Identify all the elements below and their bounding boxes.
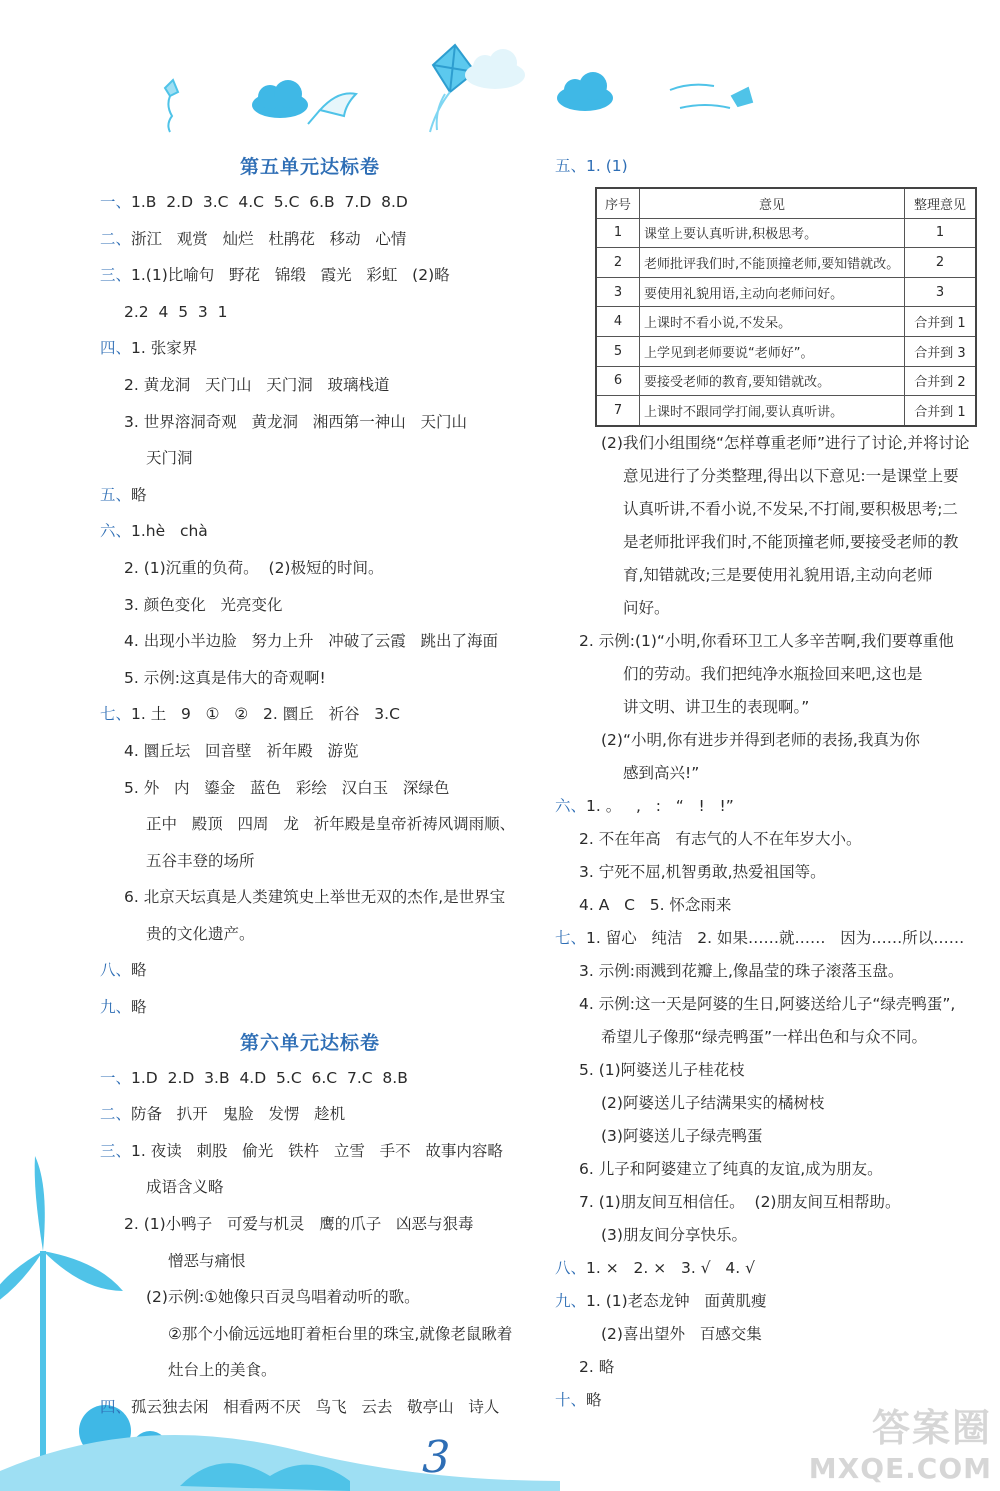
answer-text: (2)喜出望外 百感交集 [601,1324,762,1343]
question-number: 九、 [555,1291,587,1310]
answer-line [100,257,520,294]
answer-line [100,733,520,770]
answer-line [100,1060,520,1097]
row-grouping: 合并到 3 [905,336,977,366]
answer-line [100,221,520,258]
watermark-url: MXQE.COM [808,1452,992,1485]
answer-text: 略 [586,1390,602,1409]
right-column [555,150,995,1417]
answer-text: 1.hè chà [131,522,208,541]
row-opinion: 上课时不看小说,不发呆。 [640,307,905,337]
question-number: 五、 [100,485,132,504]
answer-text: (3)阿婆送儿子绿壳鸭蛋 [601,1126,763,1145]
answer-text: 是老师批评我们时,不能顶撞老师,要接受老师的教 [623,532,959,551]
answer-line [100,1389,520,1426]
answer-line [100,989,520,1026]
answer-line [555,1087,995,1120]
answer-text: 4. A C 5. 怀念雨来 [579,895,732,914]
answer-text: 防备 扒开 鬼脸 发愣 趁机 [131,1105,346,1124]
answer-line [555,1021,995,1054]
answer-line [555,790,995,823]
answer-text: 灶台上的美食。 [168,1361,277,1380]
answer-line [100,623,520,660]
answer-text: ②那个小偷远远地盯着柜台里的珠宝,就像老鼠瞅着 [168,1324,513,1343]
answer-line [100,440,520,477]
answer-text: 3. 世界溶洞奇观 黄龙洞 湘西第一神山 天门山 [124,412,468,431]
answer-line [100,587,520,624]
answer-text: 3. 颜色变化 光亮变化 [124,595,283,614]
opinion-table [595,187,977,427]
answer-line [100,806,520,843]
table-row [596,336,976,366]
answer-text: 2. (1)小鸭子 可爱与机灵 鹰的爪子 凶恶与狠毒 [124,1215,474,1234]
table-row [596,366,976,396]
answer-line [100,1206,520,1243]
answer-text: (2)“小明,你有进步并得到老师的表扬,我真为你 [601,730,920,749]
answer-line [555,427,995,460]
answer-line [555,988,995,1021]
answer-line [100,1096,520,1133]
answer-line [555,1351,995,1384]
q5-label: 五、1. (1) [555,157,628,175]
answer-line [555,658,995,691]
answer-line [555,823,995,856]
answer-text: (2)阿婆送儿子结满果实的橘树枝 [601,1093,825,1112]
answer-line [555,1219,995,1252]
kite-icon [670,85,752,108]
answer-text: 2.2 4 5 3 1 [124,302,228,321]
answer-text: (2)我们小组围绕“怎样尊重老师”进行了讨论,并将讨论 [601,433,970,452]
row-opinion: 要接受老师的教育,要知错就改。 [640,366,905,396]
unit5-answers [100,184,520,1026]
answer-line [555,757,995,790]
answer-text: 孤云独去闲 相看两不厌 鸟飞 云去 敬亭山 诗人 [131,1398,500,1416]
table-header-opinion: 意见 [640,188,905,218]
question-number: 十、 [555,1390,587,1409]
answer-line [100,1316,520,1353]
table-row [596,307,976,337]
answer-line [100,879,520,916]
answer-line [555,922,995,955]
answer-text: 2. 略 [579,1357,615,1376]
answer-line [100,367,520,404]
question-number: 八、 [555,1258,587,1277]
answer-line [100,330,520,367]
page-number: 3 [416,1432,456,1483]
row-index: 3 [596,277,640,307]
answer-line [100,952,520,989]
answer-text: 略 [131,961,147,980]
left-column [100,150,520,1426]
table-body [596,218,976,426]
answer-line [555,724,995,757]
answer-text: 3. 宁死不屈,机智勇敢,热爱祖国等。 [579,862,826,881]
question-number: 三、 [100,266,132,285]
question-number: 一、 [100,193,132,211]
answer-line [555,1285,995,1318]
row-opinion: 老师批评我们时,不能顶撞老师,要知错就改。 [640,248,905,278]
question-number: 二、 [100,229,132,248]
row-opinion: 要使用礼貌用语,主动向老师问好。 [640,277,905,307]
table-header-grouping: 整理意见 [905,188,977,218]
answer-line [555,856,995,889]
answer-text: 略 [131,998,147,1017]
answer-line [555,1120,995,1153]
table-row [596,248,976,278]
answer-text: 5. 外 内 鎏金 蓝色 彩绘 汉白玉 深绿色 [124,778,450,797]
cloud-icon [252,80,308,118]
row-opinion: 课堂上要认真听讲,积极思考。 [640,218,905,248]
answer-line [555,1252,995,1285]
kite-icon [308,93,356,124]
answer-line [100,1352,520,1389]
answer-text: 1.B 2.D 3.C 4.C 5.C 6.B 7.D 8.D [131,193,408,211]
question-number: 六、 [555,796,587,815]
answer-text: 1. (1)老态龙钟 面黄肌瘦 [586,1291,767,1310]
answer-text: 正中 殿顶 四周 龙 祈年殿是皇帝祈祷风调雨顺、 [146,815,516,834]
answer-line [555,1054,995,1087]
row-index: 6 [596,366,640,396]
answer-line [100,294,520,331]
question-number: 七、 [555,928,587,947]
row-grouping: 2 [905,248,977,278]
answer-line [100,660,520,697]
row-grouping: 合并到 1 [905,396,977,426]
answer-text: 5. (1)阿婆送儿子桂花枝 [579,1060,745,1079]
right-answers [555,427,995,1417]
row-index: 7 [596,396,640,426]
kite-icon [430,45,475,132]
answer-text: 略 [131,485,147,504]
answer-line [100,477,520,514]
question-number: 四、 [100,1398,132,1416]
question-number: 九、 [100,998,132,1017]
answer-text: 认真听讲,不看小说,不发呆,不打闹,要积极思考;二 [623,499,958,518]
answer-text: 2. (1)沉重的负荷。 (2)极短的时间。 [124,558,384,577]
row-grouping: 1 [905,218,977,248]
answer-line [100,916,520,953]
answer-line [100,696,520,733]
answer-text: 成语含义略 [146,1178,224,1197]
answer-text: 2. 不在年高 有志气的人不在年岁大小。 [579,829,862,848]
table-row [596,396,976,426]
question-number: 六、 [100,522,132,541]
answer-line [555,955,995,988]
answer-text: (2)示例:①她像只百灵鸟唱着动听的歌。 [146,1288,420,1307]
answer-text: 6. 北京天坛真是人类建筑史上举世无双的杰作,是世界宝 [124,888,506,907]
answer-text: 五谷丰登的场所 [146,851,255,870]
answer-text: 6. 儿子和阿婆建立了纯真的友谊,成为朋友。 [579,1159,883,1178]
answer-line [100,843,520,880]
row-grouping: 3 [905,277,977,307]
answer-line [555,1186,995,1219]
answer-line [100,1279,520,1316]
answer-text: 们的劳动。我们把纯净水瓶捡回来吧,这也是 [623,664,923,683]
row-grouping: 合并到 2 [905,366,977,396]
answer-text: 意见进行了分类整理,得出以下意见:一是课堂上要 [623,466,959,485]
row-grouping: 合并到 1 [905,307,977,337]
answer-line [100,1243,520,1280]
answer-line [555,460,995,493]
answer-line [100,770,520,807]
answer-text: 1. 夜读 刺股 偷光 铁杵 立雪 手不 故事内容略 [131,1141,503,1160]
unit6-title: 第六单元达标卷 [239,1031,380,1054]
question-number: 一、 [100,1068,132,1087]
answer-text: 4. 出现小半边脸 努力上升 冲破了云霞 跳出了海面 [124,632,499,651]
answer-line [555,889,995,922]
answer-text: 天门洞 [146,449,193,468]
question-number: 三、 [100,1141,132,1160]
question-number: 七、 [100,705,132,724]
answer-line [100,513,520,550]
answer-text: 4. 圜丘坛 回音壁 祈年殿 游览 [124,741,359,760]
answer-text: 7. (1)朋友间互相信任。 (2)朋友间互相帮助。 [579,1192,901,1211]
row-opinion: 上学见到老师要说“老师好”。 [640,336,905,366]
answer-line [555,691,995,724]
answer-text: 5. 示例:这真是伟大的奇观啊! [124,668,326,687]
watermark-logo [809,1397,992,1485]
watermark-text: 答案圈 [871,1406,992,1450]
answer-text: 感到高兴!” [623,763,700,782]
answer-text: 问好。 [623,598,670,617]
answer-text: (3)朋友间分享快乐。 [601,1225,747,1244]
answer-text: 1. 留心 纯洁 2. 如果……就…… 因为……所以…… [586,928,965,947]
answer-text: 2. 示例:(1)“小明,你看环卫工人多辛苦啊,我们要尊重他 [579,631,954,650]
unit6-answers [100,1060,520,1426]
answer-text: 1. 张家界 [131,339,198,358]
cloud-icon [465,49,525,89]
answer-line [100,184,520,221]
answer-text: 1. × 2. × 3. √ 4. √ [586,1258,755,1277]
unit5-title: 第五单元达标卷 [239,156,380,178]
answer-line [555,1153,995,1186]
question-number: 八、 [100,961,132,980]
row-index: 2 [596,248,640,278]
kite-icon [165,80,178,132]
answer-text: 育,知错就改;三是要使用礼貌用语,主动向老师 [623,565,933,584]
row-index: 4 [596,307,640,337]
answer-line [100,550,520,587]
row-index: 1 [596,218,640,248]
answer-line [555,526,995,559]
row-index: 5 [596,336,640,366]
table-header-index: 序号 [596,188,640,218]
answer-text: 1. 土 9 ① ② 2. 圜丘 祈谷 3.C [131,705,400,724]
answer-text: 3. 示例:雨溅到花瓣上,像晶莹的珠子滚落玉盘。 [579,961,904,980]
answer-text: 2. 黄龙洞 天门山 天门洞 玻璃栈道 [124,375,390,394]
answer-line [100,1133,520,1170]
answer-line [555,625,995,658]
table-row [596,277,976,307]
answer-line [555,559,995,592]
question-number: 二、 [100,1105,132,1124]
question-number: 四、 [100,339,132,358]
answer-text: 憎恶与痛恨 [168,1251,246,1270]
answer-line [555,592,995,625]
answer-text: 讲文明、讲卫生的表现啊。” [623,697,810,716]
answer-text: 浙江 观赏 灿烂 杜鹃花 移动 心情 [131,229,407,248]
table-row [596,218,976,248]
answer-line [555,1318,995,1351]
answer-line [555,493,995,526]
table-header-row [596,188,976,218]
header-decoration [0,0,1000,150]
answer-line [100,404,520,441]
answer-text: 1. 。 , : “ ! !” [586,796,734,815]
answer-text: 1.(1)比喻句 野花 锦缎 霞光 彩虹 (2)略 [131,266,450,285]
cloud-icon [557,72,613,111]
answer-line [100,1169,520,1206]
answer-text: 4. 示例:这一天是阿婆的生日,阿婆送给儿子“绿壳鸭蛋”, [579,994,956,1013]
answer-text: 希望儿子像那“绿壳鸭蛋”一样出色和与众不同。 [601,1027,928,1046]
answer-text: 1.D 2.D 3.B 4.D 5.C 6.C 7.C 8.B [131,1068,408,1087]
answer-text: 贵的文化遗产。 [146,924,255,943]
row-opinion: 上课时不跟同学打闹,要认真听讲。 [640,396,905,426]
